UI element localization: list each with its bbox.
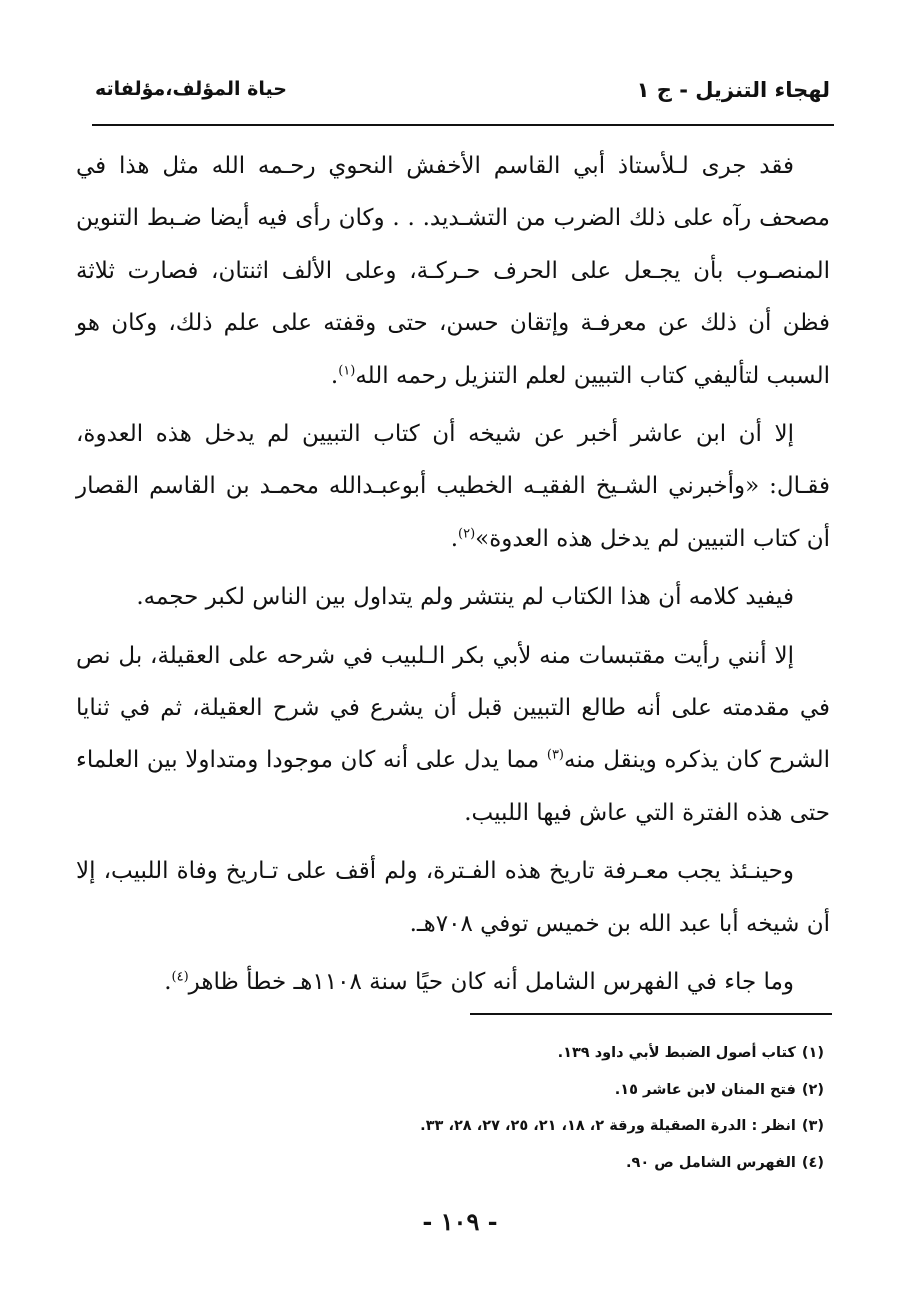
chapter-title: حياة المؤلف،مؤلفاته <box>95 78 287 100</box>
footnote-number: (١) <box>801 1045 824 1061</box>
main-text <box>76 140 830 1015</box>
paragraph-6 <box>76 956 830 1008</box>
footnote-ref-3: (٣) <box>546 747 564 763</box>
footnote-ref-1: (١) <box>338 362 356 378</box>
paragraph-5 <box>76 845 830 950</box>
paragraph-text: فيفيد كلامه أن هذا الكتاب لم ينتشر ولم يتداول بين الناس لكبر حجمه. <box>136 584 794 611</box>
paragraph-text: إلا أن ابن عاشر أخبر عن شيخه أن كتاب التبيين لم يدخل هذه العدوة، فقـال: «وأخبرني الشـيخ الفقيـه الخطيب أبوعبـدالله محمـد بن القاسم القصار أن كتاب التبيين لم يدخل هذه العدوة» <box>76 421 830 552</box>
footnote-3 <box>300 1108 824 1145</box>
paragraph-text: إلا أنني رأيت مقتبسات منه لأبي بكر الـلبيب في شرحه على العقيلة، بل نص في مقدمته على أنه طالع التبيين قبل أن يشرع في شرح العقيلة، ثم في ثنايا الشرح كان يذكره وينقل منه <box>76 642 831 774</box>
footnote-ref-4: (٤) <box>171 969 189 985</box>
book-title: لهجاء التنزيل - ج ١ <box>636 78 830 102</box>
paragraph-3 <box>76 571 830 623</box>
footnote-number: (٣) <box>801 1118 824 1134</box>
page-number: - ١٠٩ - <box>422 1207 498 1236</box>
footnote-4 <box>300 1145 824 1182</box>
footnotes <box>300 1035 824 1181</box>
footnote-number: (٤) <box>801 1154 824 1171</box>
header-divider <box>92 124 834 126</box>
footnote-number: (٢) <box>801 1081 824 1098</box>
paragraph-tail: مما يدل على أنه كان موجودا ومتداولا بين العلماء حتى هذه الفترة التي عاش فيها اللبيب. <box>76 747 830 826</box>
paragraph-tail: . <box>330 362 339 389</box>
paragraph-text: وما جاء في الفهرس الشامل أنه كان حيًا سنة ١١٠٨هـ خطأ ظاهر <box>188 969 794 996</box>
footnote-divider <box>470 1013 832 1015</box>
paragraph-2 <box>76 408 830 565</box>
paragraph-tail: . <box>164 969 172 996</box>
footnote-text: فتح المنان لابن عاشر ١٥. <box>614 1081 796 1098</box>
footnote-ref-2: (٢) <box>458 526 476 542</box>
running-header <box>95 72 830 112</box>
paragraph-text: فقد جرى لـلأستاذ أبي القاسم الأخفش النحوي رحـمه الله مثل هذا في مصحف رآه على ذلك الضرب من التشـديد. . . وكان رأى فيه أيضا ضـبط التنوين المنصـوب بأن يجـعل على الحرف حـركـة، وعلى الألف اثنتان، فصارت ثلاثة فظن أن ذلك عن معرفـة وإتقان حسن، حتى وقفته على علم ذلك، وكان هو السبب لتأليفي كتاب التبيين لعلم التنزيل رحمه الله <box>76 153 830 389</box>
footnote-2 <box>300 1072 824 1109</box>
paragraph-text: وحينـئذ يجب معـرفة تاريخ هذه الفـترة، ولم أقف على تـاريخ وفاة اللبيب، إلا أن شيخه أبا عبد الله بن خميس توفي ٧٠٨هـ. <box>76 858 830 937</box>
footnote-text: الفهرس الشامل ص ٩٠. <box>626 1154 796 1171</box>
footnote-text: كتاب أصول الضبط لأبي داود ١٣٩. <box>557 1045 796 1061</box>
footnote-text: انظر : الدرة الصقيلة ورقة ٢، ١٨، ٢١، ٢٥، ٢٧، ٢٨، ٣٣. <box>420 1118 796 1134</box>
paragraph-4 <box>76 630 830 840</box>
paragraph-1 <box>76 140 830 402</box>
footnote-1 <box>300 1035 824 1072</box>
paragraph-tail: . <box>450 525 459 552</box>
